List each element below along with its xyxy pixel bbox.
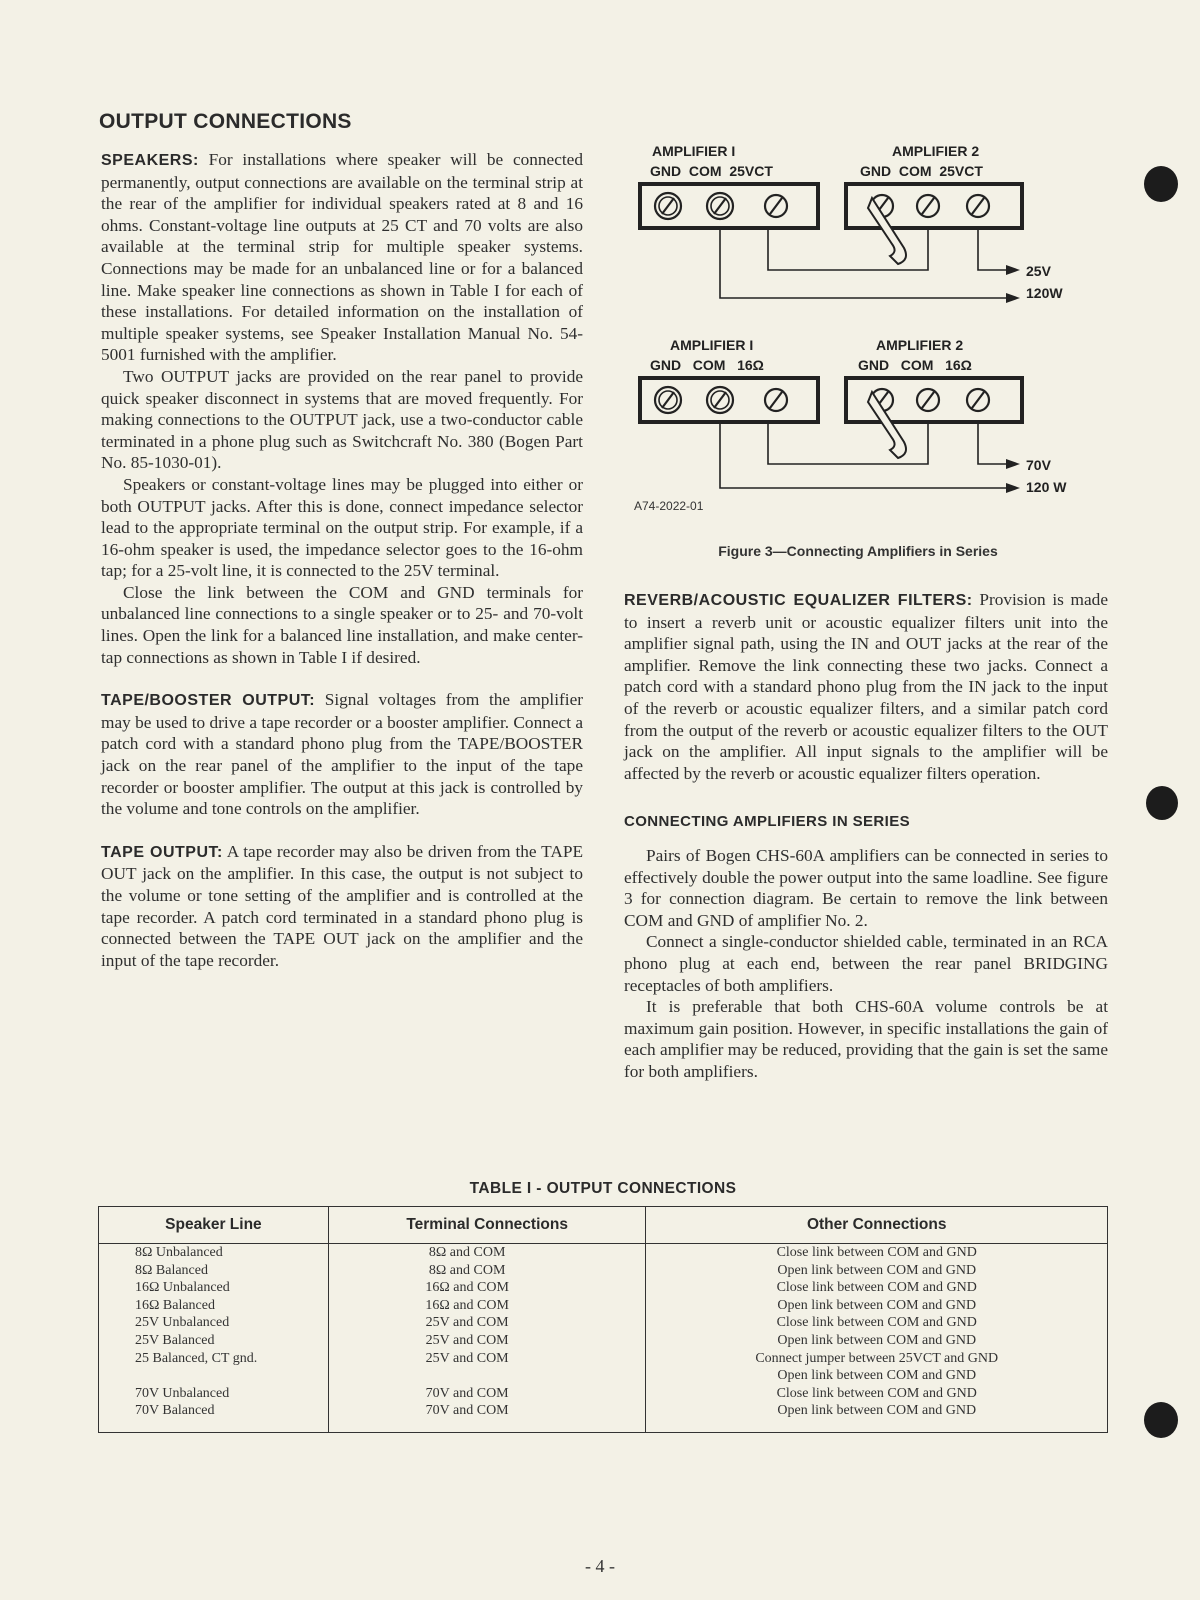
table-row [99,1279,1108,1314]
top-output-voltage: 25V [1026,263,1051,279]
link-paragraph: Close the link between the COM and GND terminals for unbalanced line connections to a single speaker or to 25- and 70-volt lines. Open the link for a balanced line installation, and make center-tap connections as shown in Table I if desired. [101,582,583,667]
header-other-connections: Other Connections [646,1207,1108,1244]
bottom-output-voltage: 70V [1026,457,1051,473]
other-cell [646,1385,1108,1433]
tape-booster-text: Signal voltages from the amplifier may be used to drive a tape recorder or a booster amplifier. Connect a patch cord with a standard phono plug from the TAPE/BOOSTER jack on the rear panel of the amplifier to the input of the tape recorder or booster amplifier. The output at this jack is controlled by the volume and tone controls on the amplifier. [101,690,584,819]
speaker-cell [99,1244,329,1280]
reverb-label: REVERB/ACOUSTIC EQUALIZER FILTERS: [624,592,973,609]
other-value: Open link between COM and GND [777,1262,977,1278]
speaker-cell [99,1279,329,1314]
speakers-text: For installations where speaker will be connected permanently, output connections are available on the terminal strip at the rear of the amplifier for individual speakers rated at 8 and 16 ohms. Constant-voltage line outputs at 25 CT and 70 volts are also available at the terminal strip for multiple speaker systems. Connections may be made for an unbalanced line or for a balanced line. Make speaker line connections as shown in Table I for each of these installations. For detailed information on the installation of multiple speaker systems, see Speaker Installation Manual No. 54-5001 furnished with the amplifier. [101,150,583,365]
top-amp2-label: AMPLIFIER 2 [892,143,980,159]
other-value: Close link between COM and GND [776,1385,977,1401]
terminal-value: 8Ω and COM [428,1245,506,1260]
speakers-label: SPEAKERS: [101,152,199,169]
speaker-line-value: 25 Balanced, CT gnd. [135,1350,258,1366]
table-row [99,1244,1108,1280]
terminal-cell [328,1244,646,1280]
output-connections-table [98,1206,1108,1433]
top-amp1-terminals: GND COM 25VCT [650,163,773,179]
top-amp2-terminals: GND COM 25VCT [860,163,983,179]
terminal-cell [328,1385,646,1433]
bottom-wiring [720,424,1006,488]
bottom-amp1-terminal-strip [638,376,820,424]
other-cell [646,1279,1108,1314]
terminal-cell [328,1279,646,1314]
figure-caption: Figure 3—Connecting Amplifiers in Series [718,543,998,559]
speaker-cell [99,1314,329,1384]
bottom-amp1-label: AMPLIFIER I [670,337,754,353]
tape-booster-paragraph [101,689,583,820]
other-value: Open link between COM and GND [777,1297,977,1313]
terminal-value: 25V and COM [425,1350,509,1366]
page-heading: OUTPUT CONNECTIONS [99,110,352,133]
series-connection-diagram [628,138,1088,528]
other-value: Close link between COM and GND [776,1280,977,1296]
terminal-value: 70V and COM [425,1403,509,1419]
terminal-value: 25V and COM [425,1332,509,1348]
bottom-amp1-terminals: GND COM 16Ω [650,357,764,373]
punch-hole-bottom [1144,1402,1178,1438]
tape-output-label: TAPE OUTPUT: [101,843,223,861]
reverb-paragraph [624,589,1108,784]
series-paragraph-1: Pairs of Bogen CHS-60A amplifiers can be connected in series to effectively double the power output into the same loadline. See figure 3 for connection diagram. Be certain to remove the link between COM and GND of amplifier No. 2. [624,845,1108,930]
speaker-line-value: 25V Balanced [135,1332,215,1348]
speaker-line-value: 70V Unbalanced [135,1385,230,1401]
speaker-line-value: 8Ω Balanced [135,1262,208,1278]
terminal-value: 25V and COM [425,1315,509,1331]
tape-output-text: A tape recorder may also be driven from the TAPE OUT jack on the amplifier. In this case, the output is not subject to the volume or tone setting of the amplifier and is controlled at the tape recorder. A patch cord terminated in a standard phono plug is connected between the TAPE OUT jack on the amplifier and the input of the tape recorder. [101,841,583,970]
punch-hole-top [1144,166,1178,202]
top-amp1-label: AMPLIFIER I [652,143,736,159]
diagram-svg [628,138,1088,528]
series-paragraph-2: Connect a single-conductor shielded cable, terminated in an RCA phono plug at each end, between the rear panel BRIDGING receptacles of both amplifiers. [624,932,1108,995]
other-cell [646,1244,1108,1280]
table-title: TABLE I - OUTPUT CONNECTIONS [469,1180,737,1197]
tape-booster-label: TAPE/BOOSTER OUTPUT: [101,692,316,710]
speaker-line-value: 16Ω Balanced [135,1297,215,1313]
page-number: - 4 - [585,1556,615,1576]
punch-hole-middle [1146,786,1178,820]
speaker-cell [99,1385,329,1433]
speaker-line-value: 25V Unbalanced [135,1315,230,1331]
output-jacks-paragraph: Two OUTPUT jacks are provided on the rear panel to provide quick speaker disconnect in systems that are moved frequently. For making connections to the OUTPUT jack, use a two-conductor cable terminated in a phone plug such as Switchcraft No. 380 (Bogen Part No. 85-1030-01). [101,366,583,473]
tape-output-paragraph [101,841,583,972]
other-value: Open link between COM and GND [777,1332,977,1348]
other-value: Open link between COM and GND [777,1368,977,1384]
speakers-paragraph [101,149,583,366]
other-value: Connect jumper between 25VCT and GND [755,1350,999,1366]
other-value: Close link between COM and GND [776,1315,977,1331]
figure-code: A74-2022-01 [634,499,704,513]
top-wiring [720,230,1006,298]
table-row [99,1314,1108,1384]
top-amp2-terminal-strip [844,182,1024,264]
reverb-text: Provision is made to insert a reverb unit or acoustic equalizer filters unit into the amplifier signal path, using the IN and OUT jacks at the rear of the amplifier. Remove the link connecting these two jacks. Connect a patch cord with a standard phono plug from the IN jack to the input of the reverb or acoustic equalizer filters, and a similar patch cord from the output of the reverb or acoustic equalizer filters to the OUT jack on the amplifier. All input signals to the amplifier will be affected by the reverb or acoustic equalizer filters operation. [624,590,1108,783]
top-output-power: 120W [1026,285,1063,301]
terminal-value: 70V and COM [425,1385,509,1401]
series-heading: CONNECTING AMPLIFIERS IN SERIES [624,813,911,831]
table-header-row [99,1207,1108,1244]
other-value: Open link between COM and GND [777,1403,977,1419]
speaker-line-value: 70V Balanced [135,1403,215,1419]
header-speaker-line: Speaker Line [99,1207,329,1244]
bottom-amp2-label: AMPLIFIER 2 [876,337,964,353]
top-amp1-terminal-strip [638,182,820,230]
terminal-cell [328,1314,646,1384]
right-column [624,589,1108,1082]
table-row [99,1385,1108,1433]
bottom-output-power: 120 W [1026,479,1067,495]
header-terminal-connections: Terminal Connections [328,1207,646,1244]
terminal-value: 16Ω and COM [425,1280,509,1296]
speaker-line-value: 8Ω Unbalanced [135,1245,223,1260]
terminal-value: 16Ω and COM [425,1297,509,1313]
series-paragraph-3: It is preferable that both CHS-60A volume controls be at maximum gain position. However, in specific installations the gain of each amplifier may be reduced, providing that the gain is set the same for both amplifiers. [624,997,1108,1081]
left-column [101,149,583,971]
bottom-amp2-terminals: GND COM 16Ω [858,357,972,373]
impedance-paragraph: Speakers or constant-voltage lines may be plugged into either or both OUTPUT jacks. After this is done, connect impedance selector lead to the appropriate terminal on the output strip. For example, if a 16-ohm speaker is used, the impedance selector goes to the 16-ohm tap; for a 25-volt line, it is connected to the 25V terminal. [101,474,583,581]
terminal-value: 8Ω and COM [428,1262,506,1278]
other-value: Close link between COM and GND [776,1245,977,1260]
speaker-line-value: 16Ω Unbalanced [135,1280,230,1296]
bottom-amp2-terminal-strip [844,376,1024,458]
other-cell [646,1314,1108,1384]
